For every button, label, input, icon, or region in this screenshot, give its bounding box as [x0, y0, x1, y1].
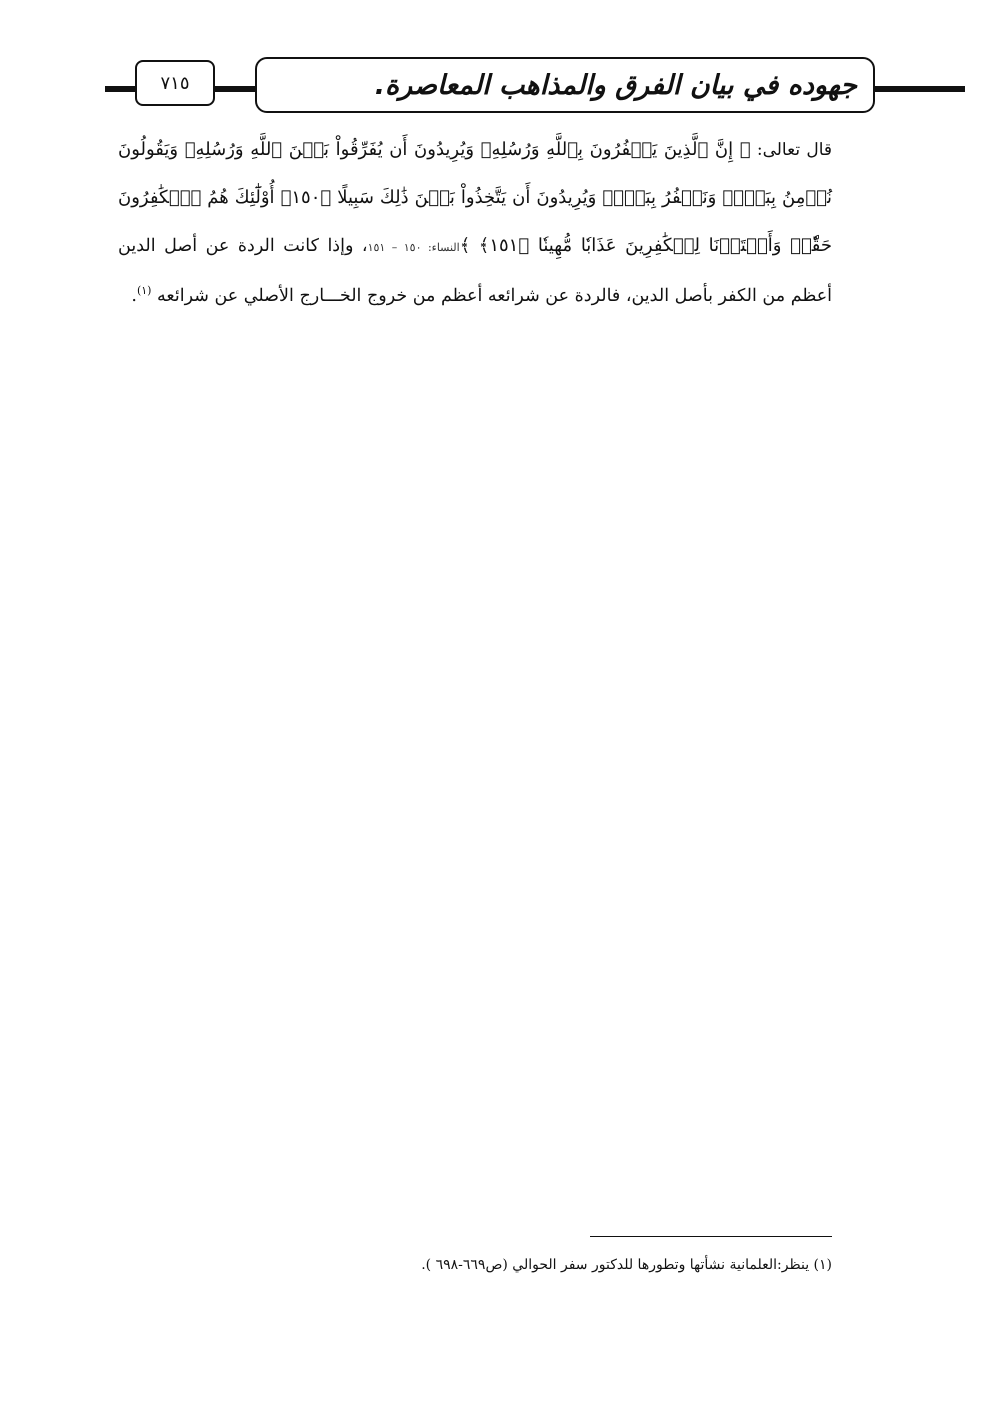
footnote: [300, 1254, 832, 1276]
quran-close-bracket: ﴾: [459, 235, 471, 256]
footnote-marker: (١): [136, 284, 152, 298]
running-title: جهوده في بيان الفرق والمذاهب المعاصرة.: [374, 69, 857, 101]
page-number: ٧١٥: [160, 72, 190, 94]
running-title-box: [255, 57, 875, 113]
quran-verse-part-1: إِنَّ ٱلَّذِينَ يَكۡفُرُونَ بِٱللَّهِ وَرُسُلِهِۦ وَيُرِيدُونَ أَن يُفَرِّقُواْ بَيۡنَ ٱللَّهِ وَرُسُلِهِۦ وَيَقُولُونَ نُؤۡمِنُ بِبَعۡضٖ وَنَكۡفُرُ بِبَعۡضٖ وَيُرِيدُونَ أَن يَتَّخِذُواْ بَيۡنَ ذَٰلِكَ سَبِيلًا: [118, 139, 832, 208]
surah-reference: النساء: ١٥٠ – ١٥١: [367, 241, 460, 254]
paragraph-end-period: .: [131, 286, 137, 306]
ayah-number-151: ﴿١٥١﴾: [478, 235, 530, 256]
ayah-number-150: ﴿١٥٠﴾: [280, 187, 332, 208]
page-number-box: [135, 60, 215, 106]
quran-verse-part-2: أُوْلَٰٓئِكَ هُمُ ٱلۡكَٰفِرُونَ حَقّٗاۚ وَأَعۡتَدۡنَا لِلۡكَٰفِرِينَ عَذَابٗا مُّهِينٗا: [118, 187, 832, 256]
main-paragraph: [118, 126, 832, 320]
footnote-separator: [590, 1236, 832, 1237]
quran-open-bracket: ﴿: [739, 139, 751, 160]
intro-text: قال تعالى:: [750, 140, 833, 160]
paragraph-continuation: ، وإذا كانت الردة عن أصل الدين أعظم من الكفر بأصل الدين، فالردة عن شرائعه أعظم من خروج الخـــارج الأصلي عن شرائعه: [118, 236, 832, 306]
footnote-text: (١) ينظر:العلمانية نشأتها وتطورها للدكتور سفر الحوالي (ص٦٦٩-٦٩٨ ).: [421, 1257, 832, 1273]
